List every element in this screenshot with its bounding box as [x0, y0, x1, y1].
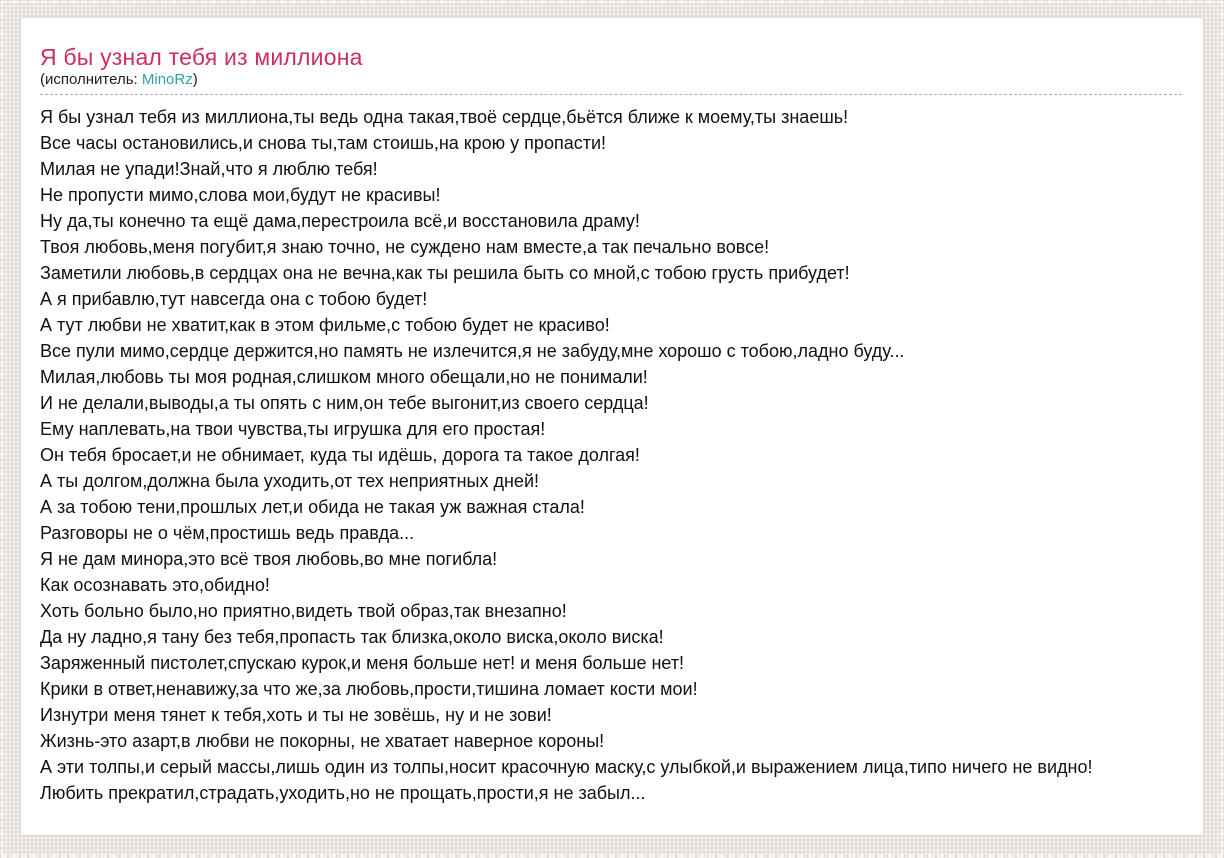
song-title: Я бы узнал тебя из миллиона: [40, 44, 363, 70]
lyric-line: Изнутри меня тянет к тебя,хоть и ты не зовёшь, ну и не зови!: [40, 705, 552, 725]
lyric-line: А эти толпы,и серый массы,лишь один из толпы,носит красочную маску,с улыбкой,и выражением лица,типо ничего не видно!: [40, 757, 1093, 777]
lyric-line: Как осознавать это,обидно!: [40, 575, 270, 595]
lyric-line: А за тобою тени,прошлых лет,и обида не такая уж важная стала!: [40, 497, 585, 517]
lyric-line: А я прибавлю,тут навсегда она с тобою будет!: [40, 289, 428, 309]
artist-label-prefix: (исполнитель:: [40, 71, 138, 88]
lyric-line: Милая не упади!Знай,что я люблю тебя!: [40, 159, 378, 179]
lyric-line: Разговоры не о чём,простишь ведь правда...: [40, 523, 415, 543]
lyric-line: И не делали,выводы,а ты опять с ним,он тебе выгонит,из своего сердца!: [40, 393, 649, 413]
lyrics-card: [21, 18, 1203, 835]
lyric-line: Любить прекратил,страдать,уходить,но не прощать,прости,я не забыл...: [40, 783, 646, 803]
artist-link[interactable]: MinoRz: [141, 71, 193, 88]
lyric-line: Ну да,ты конечно та ещё дама,перестроила всё,и восстановила драму!: [40, 211, 640, 231]
lyric-line: Милая,любовь ты моя родная,слишком много обещали,но не понимали!: [40, 367, 648, 387]
lyric-line: Все часы остановились,и снова ты,там стоишь,на крою у пропасти!: [40, 133, 607, 153]
lyric-line: Не пропусти мимо,слова мои,будут не красивы!: [40, 185, 441, 205]
lyric-line: Заметили любовь,в сердцах она не вечна,как ты решила быть со мной,с тобою грусть прибудет!: [40, 263, 850, 283]
lyric-line: А тут любви не хватит,как в этом фильме,с тобою будет не красиво!: [40, 315, 610, 335]
lyric-line: Он тебя бросает,и не обнимает, куда ты идёшь, дорога та такое долгая!: [40, 445, 640, 465]
artist-line: [40, 70, 1182, 90]
lyric-line: Я бы узнал тебя из миллиона,ты ведь одна такая,твоё сердце,бьётся ближе к моему,ты знаешь!: [40, 107, 849, 127]
lyric-line: Крики в ответ,ненавижу,за что же,за любовь,прости,тишина ломает кости мои!: [40, 679, 698, 699]
lyric-line: Хоть больно было,но приятно,видеть твой образ,так внезапно!: [40, 601, 567, 621]
lyric-line: Да ну ладно,я тану без тебя,пропасть так близка,около виска,около виска!: [40, 627, 664, 647]
lyric-line: Ему наплевать,на твои чувства,ты игрушка для его простая!: [40, 419, 546, 439]
lyric-line: Заряженный пистолет,спускаю курок,и меня больше нет! и меня больше нет!: [40, 653, 685, 673]
lyrics: [40, 104, 1182, 806]
artist-label-suffix: ): [192, 71, 198, 88]
lyric-line: Жизнь-это азарт,в любви не покорны, не хватает наверное короны!: [40, 731, 605, 751]
lyric-line: Твоя любовь,меня погубит,я знаю точно, не суждено нам вместе,а так печально вовсе!: [40, 237, 770, 257]
lyrics-header: [40, 44, 1182, 95]
lyric-line: А ты долгом,должна была уходить,от тех неприятных дней!: [40, 471, 539, 491]
lyric-line: Я не дам минора,это всё твоя любовь,во мне погибла!: [40, 549, 498, 569]
lyric-line: Все пули мимо,сердце держится,но память не излечится,я не забуду,мне хорошо с тобою,ладно буду...: [40, 341, 905, 361]
